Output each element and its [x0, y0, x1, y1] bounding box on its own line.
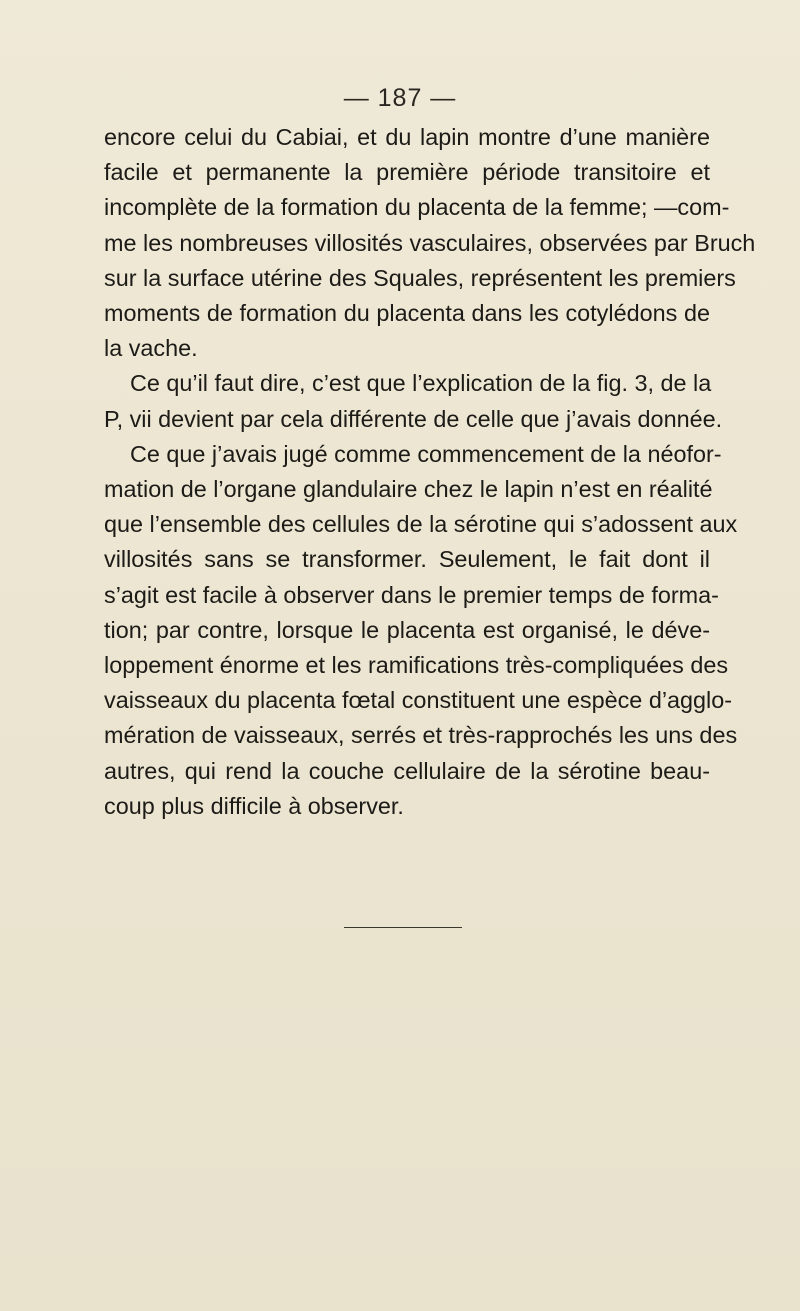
page-number: — 187 — — [343, 84, 457, 112]
text-line: Ce que j’avais jugé comme commencement de la néofor- — [130, 440, 722, 467]
body-text — [104, 120, 756, 824]
text-line: loppement énorme et les ramifications très-compliquées des — [104, 652, 729, 679]
text-line: P, vii devient par cela différente de celle que j’avais donnée. — [104, 405, 723, 432]
text-line: coup plus difficile à observer. — [104, 792, 404, 819]
text-line: mération de vaisseaux, serrés et très-rapprochés les uns des — [104, 722, 738, 749]
text-line: sur la surface utérine des Squales, représentent les premiers — [104, 264, 736, 291]
paragraph-2 — [104, 366, 723, 436]
text-line: me les nombreuses villosités vasculaires, observées par Bruch — [104, 229, 756, 256]
text-line: moments de formation du placenta dans les cotylédons de — [104, 300, 710, 327]
text-line: facile et permanente la première période transitoire et — [104, 159, 710, 186]
text-line: vaisseaux du placenta fœtal constituent une espèce d’agglo- — [104, 687, 733, 714]
text-line: s’agit est facile à observer dans le premier temps de forma- — [104, 581, 719, 608]
text-line: encore celui du Cabiai, et du lapin montre d’une manière — [104, 124, 710, 150]
text-line: mation de l’organe glandulaire chez le lapin n’est en réalité — [104, 476, 713, 503]
text-line: incomplète de la formation du placenta de la femme; —com- — [104, 194, 730, 221]
text-line: villosités sans se transformer. Seulement, le fait dont il — [104, 546, 710, 573]
text-line: Ce qu’il faut dire, c’est que l’explication de la fig. 3, de la — [130, 370, 712, 397]
paragraph-3 — [104, 437, 738, 824]
text-line: autres, qui rend la couche cellulaire de la sérotine beau- — [104, 757, 710, 784]
paragraph-1 — [104, 120, 756, 366]
text-line: que l’ensemble des cellules de la sérotine qui s’adossent aux — [104, 511, 738, 538]
text-line: la vache. — [104, 335, 198, 362]
text-line: tion; par contre, lorsque le placenta est organisé, le déve- — [104, 616, 710, 643]
section-divider — [344, 927, 462, 928]
